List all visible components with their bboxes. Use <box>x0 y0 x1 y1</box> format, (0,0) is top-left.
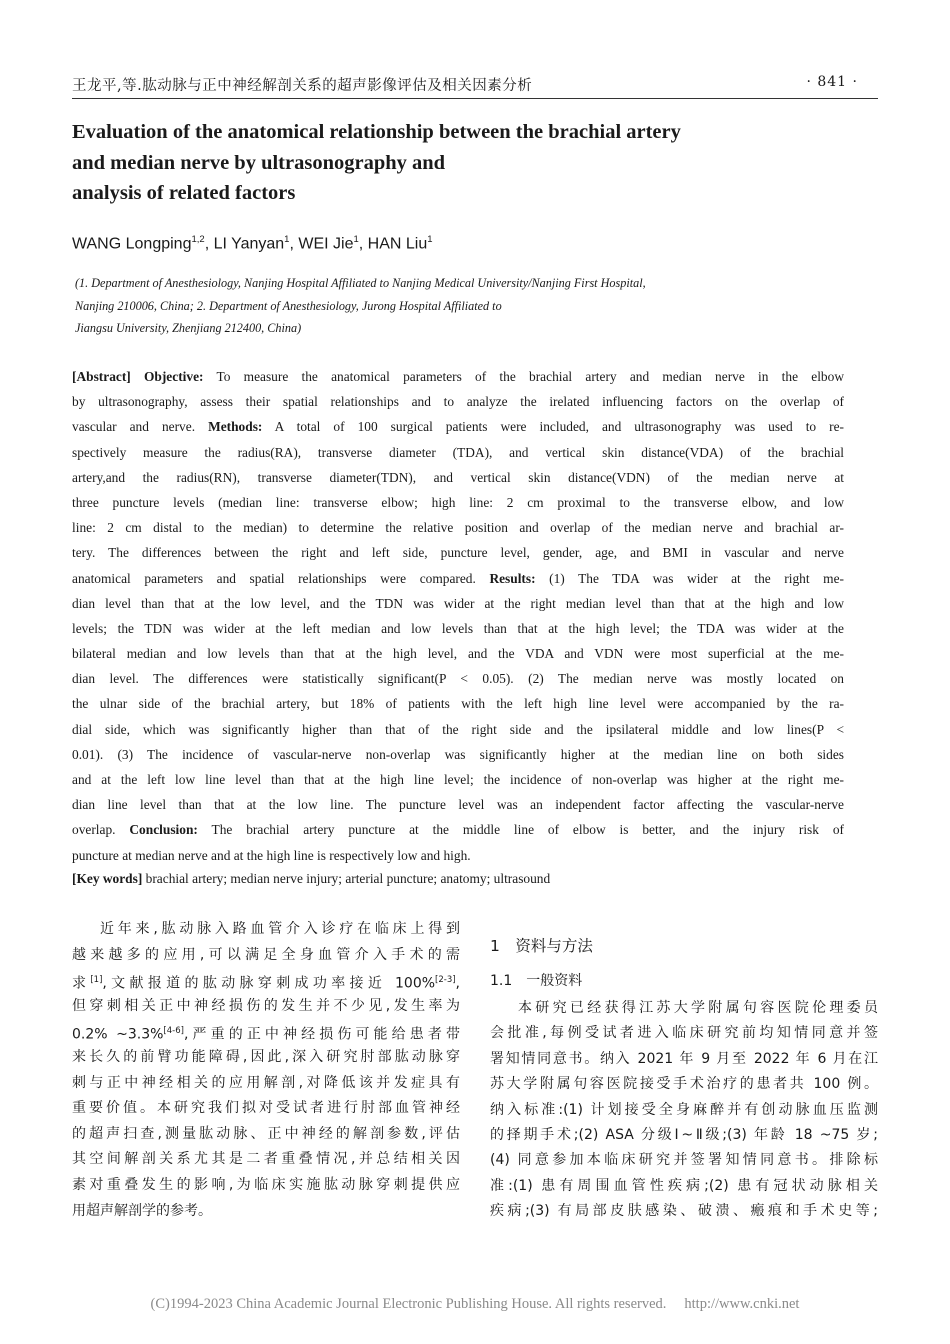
abstract-line <box>72 414 844 439</box>
body-text: 求 <box>72 975 91 992</box>
body-line: 其空间解剖关系尤其是二者重叠情况,并总结相关因 <box>72 1151 460 1168</box>
body-line: 准:(1) 患有周围血管性疾病;(2) 患有冠状动脉相关 <box>490 1177 878 1194</box>
title-line: analysis of related factors <box>72 182 296 204</box>
abstract-line: spectively measure the radius(RA), transverse diameter (TDA), and vertical skin distance(VDA) of the brachial <box>72 444 844 460</box>
abstract-line: levels; the TDN was wider at the left median and low levels than that at the high level; the TDA was wider at the <box>72 620 844 636</box>
author-name: HAN Liu <box>367 235 428 253</box>
conclusion-label: Conclusion: <box>129 822 198 838</box>
affiliations <box>75 272 775 340</box>
body-line: 的择期手术;(2) ASA 分级Ⅰ~Ⅱ级;(3) 年龄 18 ~75 岁; <box>490 1126 878 1143</box>
body-line <box>72 968 460 994</box>
abstract-line: bilateral median and low levels than that at the high level, and the VDA and VDN were most superficial at the me- <box>72 646 844 662</box>
keywords <box>72 871 550 887</box>
abstract-line: three puncture levels (median line: transverse elbow; high line: 2 cm proximal to the transverse elbow, and low <box>72 494 844 510</box>
body-line: 苏大学附属句容医院接受手术治疗的患者共 100 例。 <box>490 1076 878 1093</box>
paper-title <box>72 117 792 209</box>
body-line: 刺与正中神经相关的应用解剖,对降低该并发症具有 <box>72 1074 460 1091</box>
abstract-line: 0.01). (3) The incidence of vascular-nerve non-overlap was significantly higher at the median line on both sides <box>72 746 844 762</box>
abstract-text: (1) The TDA was wider at the right me- <box>549 570 844 586</box>
abstract <box>72 364 844 868</box>
body-text: , <box>455 975 460 992</box>
body-line: 纳入标准:(1) 计划接受全身麻醉并有创动脉血压监测 <box>490 1101 878 1118</box>
footer-url[interactable]: http://www.cnki.net <box>684 1296 800 1312</box>
abstract-line: the ulnar side of the brachial artery, but 18% of patients with the left high line level were accompanied by the ra- <box>72 696 844 712</box>
abstract-text: To measure the anatomical parameters of the brachial artery and median nerve in the elbow <box>216 369 844 384</box>
body-line: 的超声扫查,测量肱动脉、正中神经的解剖参数,评估 <box>72 1125 460 1142</box>
title-line: Evaluation of the anatomical relationship between the brachial artery <box>72 121 681 143</box>
body-line: 近年来,肱动脉入路血管介入诊疗在临床上得到 <box>100 921 460 937</box>
copyright-notice: (C)1994-2023 China Academic Journal Electronic Publishing House. All rights reserved. <box>150 1296 667 1312</box>
body-line: 来长久的前臂功能障碍,因此,深入研究肘部肱动脉穿 <box>72 1048 460 1065</box>
keywords-label: [Key words] <box>72 871 143 886</box>
body-line: (4) 同意参加本临床研究并签署知情同意书。排除标 <box>490 1152 878 1169</box>
citation[interactable]: [1] <box>90 975 103 986</box>
abstract-text: The brachial artery puncture at the middle line of elbow is better, and the injury risk of <box>211 822 844 838</box>
abstract-line: tery. The differences between the right and left side, puncture level, gender, age, and BMI in vascular and nerve <box>72 545 844 561</box>
abstract-line: dial side, which was significantly higher than that of the right side and the ipsilateral middle and low lines(P < <box>72 721 844 737</box>
body-line: 越来越多的应用,可以满足全身血管介入手术的需 <box>72 946 460 963</box>
abstract-line <box>72 364 844 389</box>
methods-section <box>490 930 878 1225</box>
affiliation-line: (1. Department of Anesthesiology, Nanjing Hospital Affiliated to Nanjing Medical University/Nanjing First Hospital, <box>75 276 646 290</box>
body-line: 本研究已经获得江苏大学附属句容医院伦理委员 <box>518 1000 878 1016</box>
author-list <box>72 234 433 253</box>
abstract-line: dian line level than that at the low line. The puncture level was an independent factor affecting the vascular-nerve <box>72 797 844 813</box>
introduction <box>72 917 460 1224</box>
body-line: 会批准,每例受试者进入临床研究前均知情同意并签 <box>490 1025 878 1042</box>
author-name: WANG Longping <box>72 235 192 253</box>
abstract-line: dian level. The differences were statistically significant(P < 0.05). (2) The median nerve was mostly located on <box>72 671 844 687</box>
abstract-label: [Abstract] <box>72 369 131 384</box>
abstract-text: vascular and nerve. <box>72 419 196 435</box>
keywords-text: brachial artery; median nerve injury; arterial puncture; anatomy; ultrasound <box>145 871 551 886</box>
abstract-line: puncture at median nerve and at the high line is respectively low and high. <box>72 847 471 863</box>
body-text: ,文献报道的肱动脉穿刺成功率接近 100% <box>102 975 436 992</box>
abstract-line: by ultrasonography, assess their spatial relationships and to analyze the irelated influencing factors on the overlap of <box>72 394 844 410</box>
body-text: 0.2% ~3.3% <box>72 1027 164 1044</box>
abstract-line <box>72 817 844 842</box>
author-name: LI Yanyan <box>213 235 285 253</box>
body-line <box>72 1019 460 1045</box>
abstract-line: line: 2 cm distal to the median) to determine the relative position and overlap of the median nerve and brachial ar- <box>72 520 844 536</box>
affiliation-line: Jiangsu University, Zhenjiang 212400, China) <box>75 321 302 335</box>
footer-watermark <box>10 1296 940 1313</box>
affiliation-line: Nanjing 210006, China; 2. Department of Anesthesiology, Jurong Hospital Affiliated to <box>75 298 502 313</box>
results-label: Results: <box>489 570 536 586</box>
body-line: 素对重叠发生的影响,为临床实施肱动脉穿刺提供应 <box>72 1176 460 1193</box>
author-separator: , <box>204 235 214 253</box>
subsection-heading: 1.1 一般资料 <box>490 973 583 989</box>
title-line: and median nerve by ultrasonography and <box>72 151 446 174</box>
author-name: WEI Jie <box>298 235 354 253</box>
author-affiliation-mark: 1,2 <box>191 234 205 245</box>
abstract-text: overlap. <box>72 822 116 838</box>
page-number: · 841 · <box>806 74 858 90</box>
abstract-line: and at the left low line level than that at the high line level; the incidence of non-overlap was higher at the right me- <box>72 772 844 787</box>
abstract-line <box>72 566 844 591</box>
author-affiliation-mark: 1 <box>427 234 433 245</box>
methods-label: Methods: <box>208 419 263 435</box>
author-separator: , <box>358 235 368 253</box>
body-line: 重要价值。本研究我们拟对受试者进行肘部血管神经 <box>72 1100 460 1117</box>
running-head <box>72 74 878 99</box>
abstract-line: artery,and the radius(RN), transverse diameter(TDN), and vertical skin distance(VDN) of the median nerve at <box>72 469 844 485</box>
abstract-text: anatomical parameters and spatial relationships were compared. <box>72 570 476 586</box>
section-heading: 1 资料与方法 <box>490 937 593 955</box>
running-head-title: 王龙平,等.肱动脉与正中神经解剖关系的超声影像评估及相关因素分析 <box>72 78 533 94</box>
citation[interactable]: [4-6] <box>163 1026 184 1037</box>
author-affiliation-mark: 1 <box>284 234 290 245</box>
author-separator: , <box>289 235 299 253</box>
body-line: 疾病;(3) 有局部皮肤感染、破溃、瘢痕和手术史等; <box>490 1203 878 1220</box>
abstract-line: dian level than that at the low level, and the TDN was wider at the right median level than that at the high and low <box>72 595 844 611</box>
body-line: 但穿刺相关正中神经损伤的发生并不少见,发生率为 <box>72 997 460 1014</box>
objective-label: Objective: <box>143 369 204 384</box>
body-line: 署知情同意书。纳入 2021 年 9 月至 2022 年 6 月在江 <box>490 1050 878 1067</box>
body-line: 用超声解剖学的参考。 <box>72 1202 212 1219</box>
body-text: ,严重的正中神经损伤可能给患者带 <box>183 1027 460 1044</box>
author-affiliation-mark: 1 <box>353 234 359 245</box>
citation[interactable]: [2-3] <box>435 975 456 986</box>
abstract-text: A total of 100 surgical patients were included, and ultrasonography was used to re- <box>274 419 844 435</box>
